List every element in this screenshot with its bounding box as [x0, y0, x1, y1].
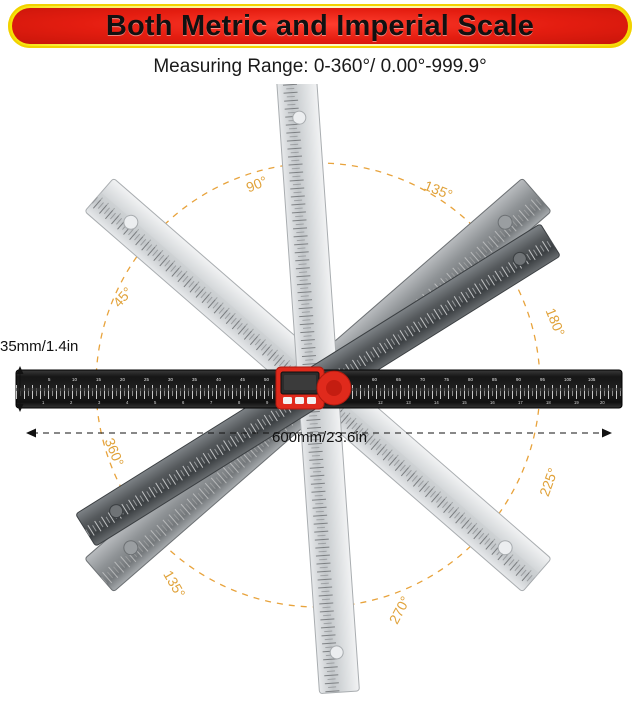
angle-label-270: 270°	[385, 593, 414, 627]
svg-text:10: 10	[72, 377, 77, 382]
svg-text:6: 6	[182, 400, 185, 405]
svg-text:3: 3	[98, 400, 101, 405]
banner-inner	[8, 4, 632, 48]
svg-text:75: 75	[444, 377, 449, 382]
angle-label-90: 90°	[243, 172, 270, 196]
svg-text:50: 50	[264, 377, 269, 382]
svg-text:45: 45	[240, 377, 245, 382]
angle-label-45: 45°	[109, 283, 136, 311]
measuring-range-subtitle: Measuring Range: 0-360°/ 0.00°-999.9°	[153, 56, 487, 77]
angle-label-135-bottom: 135°	[160, 567, 189, 601]
svg-text:15: 15	[96, 377, 101, 382]
svg-text:20: 20	[600, 400, 605, 405]
svg-text:40: 40	[216, 377, 221, 382]
svg-text:100: 100	[564, 377, 572, 382]
svg-text:8: 8	[238, 400, 241, 405]
svg-text:5: 5	[48, 377, 51, 382]
svg-text:20: 20	[120, 377, 125, 382]
digital-display-module[interactable]	[276, 367, 351, 409]
angle-label-225: 225°	[536, 465, 561, 499]
width-dimension-label: 35mm/1.4in	[0, 338, 79, 355]
svg-text:70: 70	[420, 377, 425, 382]
svg-text:2: 2	[70, 400, 73, 405]
product-illustration	[0, 84, 640, 705]
svg-text:25: 25	[144, 377, 149, 382]
svg-text:4: 4	[126, 400, 129, 405]
svg-text:12: 12	[378, 400, 383, 405]
svg-text:18: 18	[546, 400, 551, 405]
svg-text:90: 90	[516, 377, 521, 382]
svg-text:105: 105	[588, 377, 596, 382]
angle-label-180: 180°	[542, 305, 569, 339]
svg-text:15: 15	[462, 400, 467, 405]
svg-text:7: 7	[210, 400, 213, 405]
svg-text:9: 9	[266, 400, 269, 405]
svg-text:16: 16	[490, 400, 495, 405]
svg-text:1: 1	[42, 400, 45, 405]
banner-title: Both Metric and Imperial Scale	[105, 9, 535, 42]
svg-text:13: 13	[406, 400, 411, 405]
svg-text:65: 65	[396, 377, 401, 382]
title-banner	[8, 4, 632, 48]
angle-label-135-top: 135°	[422, 177, 455, 203]
svg-text:14: 14	[434, 400, 439, 405]
length-dimension-label: 600mm/23.6in	[272, 429, 368, 446]
svg-text:95: 95	[540, 377, 545, 382]
svg-text:30: 30	[168, 377, 173, 382]
angle-label-360: 360°	[101, 435, 128, 469]
svg-text:85: 85	[492, 377, 497, 382]
svg-text:5: 5	[154, 400, 157, 405]
protractor-diagram	[0, 84, 640, 705]
svg-text:80: 80	[468, 377, 473, 382]
svg-text:35: 35	[192, 377, 197, 382]
svg-text:60: 60	[372, 377, 377, 382]
svg-text:17: 17	[518, 400, 523, 405]
svg-text:19: 19	[574, 400, 579, 405]
